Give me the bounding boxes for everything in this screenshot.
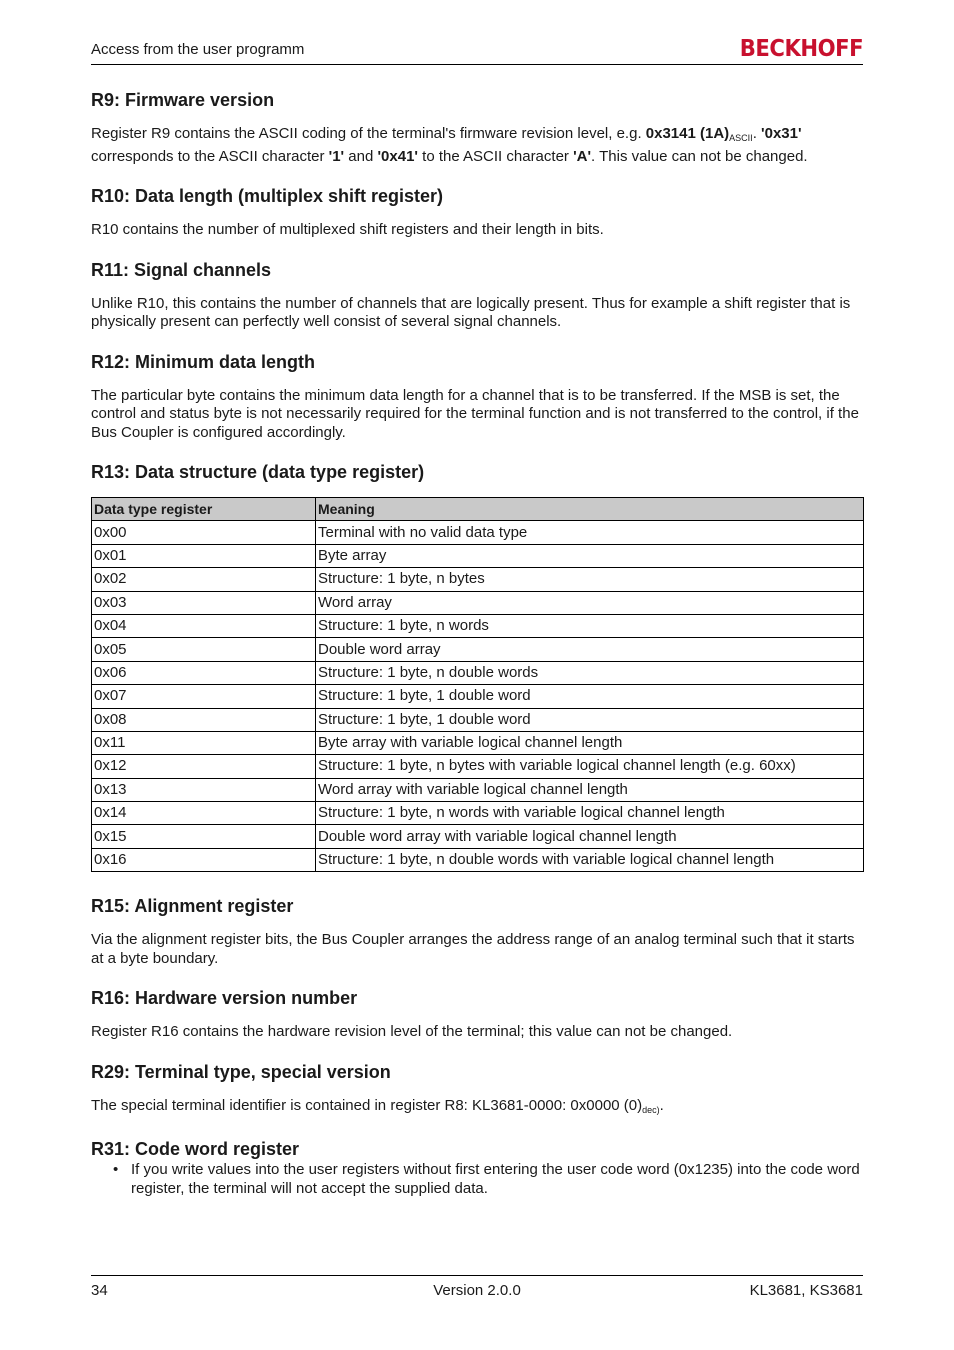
cell-register: 0x08 <box>92 708 316 731</box>
section-text <box>91 125 863 166</box>
section-r9 <box>91 88 863 166</box>
section-heading: R10: Data length (multiplex shift register) <box>91 186 444 206</box>
list-item-text: If you write values into the user registers without first entering the user code word (0x1235) into the code word register, the terminal will not accept the supplied data. <box>131 1161 860 1197</box>
table-row <box>92 614 864 637</box>
section-heading: R9: Firmware version <box>91 90 275 110</box>
data-type-table <box>91 497 864 872</box>
beckhoff-logo: BECKHOFF <box>739 36 863 62</box>
text-run: . This value can not be changed. <box>591 147 808 165</box>
product-name: KL3681, KS3681 <box>749 1282 863 1299</box>
subscript: dec) <box>642 1104 660 1115</box>
table-row <box>92 661 864 684</box>
cell-register: 0x00 <box>92 521 316 544</box>
page-number: 34 <box>91 1282 108 1299</box>
cell-meaning: Structure: 1 byte, n words <box>316 614 864 637</box>
text-run: . <box>752 125 762 142</box>
section-text: R10 contains the number of multiplexed shift registers and their length in bits. <box>91 221 604 238</box>
table-row <box>92 544 864 567</box>
cell-meaning: Byte array with variable logical channel length <box>316 731 864 754</box>
cell-register: 0x06 <box>92 661 316 684</box>
table-row <box>92 848 864 871</box>
cell-meaning: Terminal with no valid data type <box>316 521 864 544</box>
bold-run: 'A' <box>573 147 592 165</box>
section-heading: R16: Hardware version number <box>91 988 358 1009</box>
section-r15 <box>91 894 863 968</box>
cell-register: 0x13 <box>92 778 316 801</box>
section-heading: R15: Alignment register <box>91 896 294 917</box>
cell-meaning: Word array <box>316 591 864 614</box>
section-text: Via the alignment register bits, the Bus Coupler arranges the address range of an analog terminal such that it starts at a byte boundary. <box>91 931 855 967</box>
section-text: Unlike R10, this contains the number of channels that are logically present. Thus for example a shift register that is physically present can perfectly well consist of several signal channels. <box>91 294 851 330</box>
section-r10 <box>91 184 863 240</box>
cell-meaning: Double word array with variable logical channel length <box>316 825 864 848</box>
table-row <box>92 568 864 591</box>
table-row <box>92 825 864 848</box>
bold-run: '0x31' <box>761 125 802 142</box>
table-body <box>92 521 864 872</box>
list-item <box>113 1161 863 1198</box>
table-row <box>92 638 864 661</box>
table-row <box>92 778 864 801</box>
text-run: to the ASCII character <box>418 147 574 165</box>
section-r29 <box>91 1060 863 1120</box>
page-footer <box>91 1275 863 1306</box>
cell-register: 0x07 <box>92 685 316 708</box>
column-header: Data type register <box>92 498 316 521</box>
text-run: and <box>344 147 378 165</box>
cell-meaning: Structure: 1 byte, 1 double word <box>316 685 864 708</box>
cell-register: 0x02 <box>92 568 316 591</box>
page-content <box>91 88 863 1198</box>
table-row <box>92 591 864 614</box>
cell-register: 0x16 <box>92 848 316 871</box>
text-run: corresponds to the ASCII character <box>91 147 329 165</box>
cell-meaning: Byte array <box>316 544 864 567</box>
text-run: Register R9 contains the ASCII coding of the terminal's firmware revision level, e.g. <box>91 125 646 142</box>
section-r12 <box>91 350 863 443</box>
cell-register: 0x11 <box>92 731 316 754</box>
cell-meaning: Word array with variable logical channel length <box>316 778 864 801</box>
section-heading: R12: Minimum data length <box>91 351 316 372</box>
table-row <box>92 731 864 754</box>
section-r11 <box>91 258 863 332</box>
cell-meaning: Structure: 1 byte, 1 double word <box>316 708 864 731</box>
table-row <box>92 521 864 544</box>
bold-run: '1' <box>328 147 345 165</box>
section-text: Register R16 contains the hardware revision level of the terminal; this value can not be changed. <box>91 1023 733 1041</box>
page-header <box>91 36 863 65</box>
section-heading: R11: Signal channels <box>91 259 272 280</box>
section-r16 <box>91 986 863 1042</box>
cell-meaning: Double word array <box>316 638 864 661</box>
cell-register: 0x15 <box>92 825 316 848</box>
bold-run: 0x3141 (1A) <box>645 125 730 142</box>
cell-meaning: Structure: 1 byte, n double words with variable logical channel length <box>316 848 864 871</box>
table-row <box>92 802 864 825</box>
section-r31 <box>91 1137 863 1198</box>
table-row <box>92 685 864 708</box>
section-heading: R31: Code word register <box>91 1139 300 1160</box>
bullet-list <box>91 1161 863 1198</box>
cell-register: 0x04 <box>92 614 316 637</box>
document-version: Version 2.0.0 <box>433 1282 521 1299</box>
cell-register: 0x12 <box>92 755 316 778</box>
text-run: The special terminal identifier is contained in register R8: KL3681-0000: 0x0000 (0) <box>91 1096 643 1114</box>
section-text <box>91 1097 863 1120</box>
cell-meaning: Structure: 1 byte, n double words <box>316 661 864 684</box>
cell-meaning: Structure: 1 byte, n words with variable logical channel length <box>316 802 864 825</box>
cell-register: 0x01 <box>92 544 316 567</box>
column-header: Meaning <box>316 498 864 521</box>
cell-register: 0x14 <box>92 802 316 825</box>
cell-register: 0x05 <box>92 638 316 661</box>
cell-register: 0x03 <box>92 591 316 614</box>
section-heading: R29: Terminal type, special version <box>91 1061 391 1082</box>
table-row <box>92 755 864 778</box>
header-title: Access from the user programm <box>91 41 305 58</box>
section-text: The particular byte contains the minimum data length for a channel that is to be transferred. If the MSB is set, the control and status byte is not necessarily required for the terminal function and is not transferred to the control, if the Bus Coupler is configured accordingly. <box>91 386 859 441</box>
table-header-row <box>92 498 864 521</box>
section-heading: R13: Data structure (data type register) <box>91 462 425 482</box>
subscript: ASCII <box>729 133 753 143</box>
section-r13 <box>91 460 863 872</box>
bullet-icon: • <box>113 1161 119 1179</box>
cell-meaning: Structure: 1 byte, n bytes <box>316 568 864 591</box>
bold-run: '0x41' <box>377 147 418 165</box>
text-run: . <box>659 1096 664 1114</box>
cell-meaning: Structure: 1 byte, n bytes with variable logical channel length (e.g. 60xx) <box>316 755 864 778</box>
table-row <box>92 708 864 731</box>
